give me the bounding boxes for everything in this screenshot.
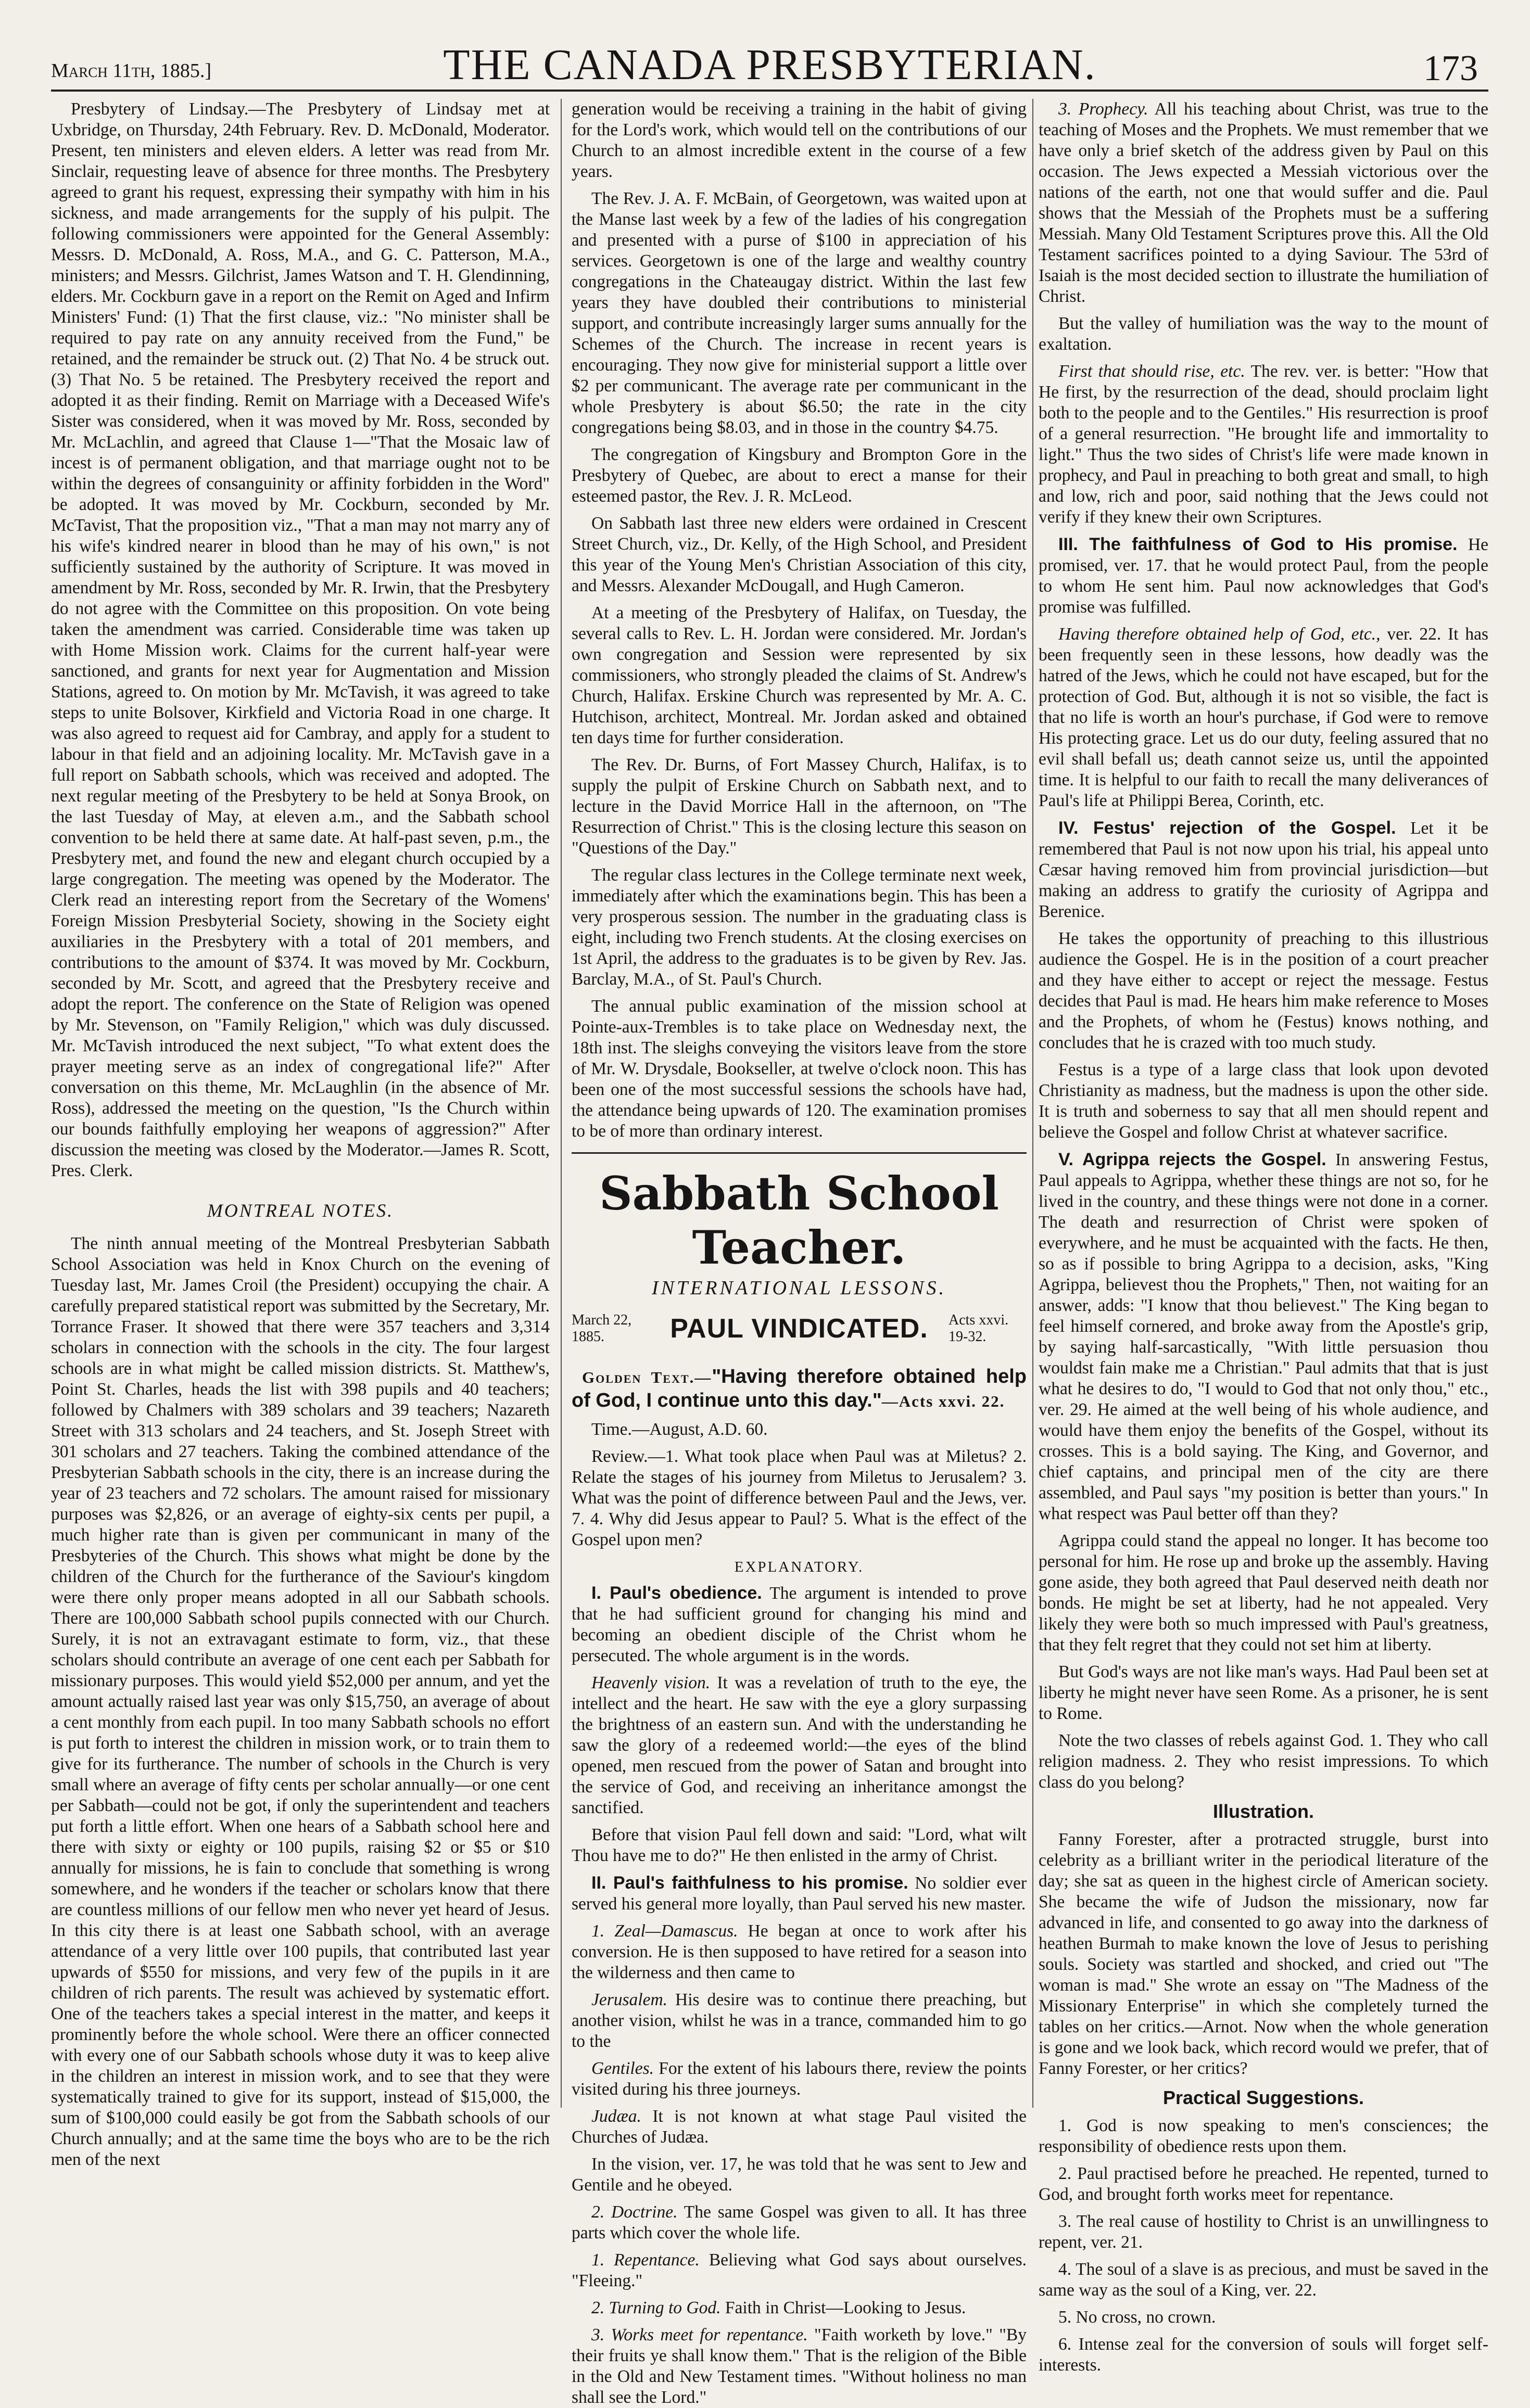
paragraph: Fanny Forester, after a protracted struggle, burst into celebrity as a brilliant writer in the periodical literature of the day; she sat as queen in the highest circle of American society. She became the wife of Judson the missionary, now far advanced in life, and consented to go away into the darkness of heathen Burmah to make known the love of Jesus to perishing souls. Society was startled and shocked, and cried out "The woman is mad." She wrote an essay on "The Madness of the Missionary Enterprise" in which she completely turned the tables on her critics.—Arnot. Now when the whole generation is gone and we look back, which record would we prefer, that of Fanny Forester, or her critics? [1039, 1830, 1488, 2078]
golden-text [572, 1365, 1027, 1413]
suggestion-item: 6. Intense zeal for the conversion of souls will forget self-interests. [1039, 2335, 1488, 2375]
suggestion-item: 3. The real cause of hostility to Christ is an unwillingness to repent, ver. 21. [1039, 2212, 1488, 2252]
point-text: His desire was to continue there preaching, but another vision, whilst he was in a trance, commanded him to go to the [572, 1990, 1027, 2051]
lesson-point [572, 2325, 1027, 2408]
suggestion-item: 4. The soul of a slave is as precious, and must be saved in the same way as the soul of a King, ver. 22. [1039, 2260, 1488, 2300]
lesson-point [572, 2058, 1027, 2100]
point-heading: Jerusalem. [591, 1990, 668, 2009]
paragraph: At a meeting of the Presbytery of Halifax, on Tuesday, the several calls to Rev. L. H. Jordan were considered. Mr. Jordan's own congregation and Session were represented by six commissioners, who strongly pleaded the claims of St. Andrew's Church, Halifax. Erskine Church was represented by Mr. A. C. Hutchison, architect, Montreal. Mr. Jordan asked and obtained ten days time for further consideration. [572, 603, 1027, 747]
lesson-scripture-ref [949, 1312, 1027, 1345]
page-number: 173 [1423, 48, 1478, 88]
point-heading: Heavenly vision. [591, 1673, 711, 1692]
point-text: Believing what God says about ourselves. "Fleeing." [572, 2250, 1027, 2290]
point-text: The argument is intended to prove that he had sufficient ground for changing his mind and becoming an obedient disciple of the Christ whom he persecuted. The whole argument is in the words. [572, 1584, 1027, 1665]
point-heading: IV. Festus' rejection of the Gospel. [1058, 818, 1396, 838]
lesson-date-line: 1885. [572, 1329, 604, 1345]
point-text: He began at once to work after his conversion. He is then supposed to have retired for a season into the wilderness and then came to [572, 1921, 1027, 1982]
lesson-point [1039, 818, 1488, 922]
paragraph: He takes the opportunity of preaching to this illustrious audience the Gospel. He is in the position of a court preacher and they have either to accept or reject the message. Festus decides that Paul is mad. He hears him make reference to Moses and the Prophets, of whom he (Festus) knows nothing, and concludes that he is crazed with too much study. [1039, 929, 1488, 1052]
paragraph: But the valley of humiliation was the way to the mount of exaltation. [1039, 314, 1488, 354]
paragraph: The annual public examination of the mission school at Pointe-aux-Trembles is to take place on Wednesday next, the 18th inst. The sleighs conveying the visitors leave from the store of Mr. W. Drysdale, Bookseller, at twelve o'clock noon. This has been one of the most successful sessions the schools have had, the attendance being upwards of 120. The examination promises to be of more than ordinary interest. [572, 997, 1027, 1141]
paragraph: On Sabbath last three new elders were ordained in Crescent Street Church, viz., Dr. Kelly, of the High School, and President this year of the Young Men's Christian Association of this city, and Messrs. Alexander McDougall, and Hugh Cameron. [572, 514, 1027, 595]
lesson-point [1039, 99, 1488, 307]
point-text: It is not known at what stage Paul visited the Churches of Judæa. [572, 2107, 1027, 2147]
point-heading: Gentiles. [591, 2059, 654, 2078]
point-text: It was a revelation of truth to the eye, the intellect and the heart. He saw with the eye a glory surpassing the brightness of an eastern sun. And with the understanding he saw the glory of a redeemed world:—the eyes of the blind opened, men rescued from the power of Satan and brought into the service of God, and receiving an inheritance amongst the sanctified. [572, 1673, 1027, 1817]
point-text: The same Gospel was given to all. It has three parts which cover the whole life. [572, 2202, 1027, 2243]
lesson-title: PAUL VINDICATED. [670, 1314, 928, 1344]
lesson-point [1039, 1149, 1488, 1524]
column-middle [572, 99, 1027, 2407]
section-title-sabbath-school-teacher: Sabbath School Teacher. [599, 1166, 999, 1275]
point-heading: 2. Doctrine. [591, 2202, 678, 2222]
point-text: "Faith worketh by love." "By their fruits ye shall know them." That is the religion of the Bible in the Old and New Testament times. "Without holiness no man shall see the Lord." [572, 2325, 1027, 2407]
point-heading: V. Agrippa rejects the Gospel. [1058, 1150, 1326, 1169]
lesson-point [572, 2202, 1027, 2244]
paragraph: The Rev. J. A. F. McBain, of Georgetown, was waited upon at the Manse last week by a few of the ladies of his congregation and presented with a purse of $100 in appreciation of his services. Georgetown is one of the large and wealthy country congregations in the Chateaugay district. Within the last few years they have doubled their contributions to ministerial support, and contribute increasingly larger sums annually for the Schemes of the Church. The increase in recent years is encouraging. They now give for ministerial support a little over $2 per communicant. The average rate per communicant in the whole Presbytery is about $6.50; the rate in the city congregations being $8.03, and in those in the country $4.75. [572, 189, 1027, 437]
column-divider [1032, 99, 1033, 2108]
point-heading: First that should rise, etc. [1058, 362, 1245, 381]
paragraph: The regular class lectures in the College terminate next week, immediately after which the examinations begin. This has been a very prosperous session. The number in the graduating class is eight, including two French students. At the closing exercises on 1st April, the address to the graduates is to be given by Rev. Jas. Barclay, M.A., of St. Paul's Church. [572, 865, 1027, 989]
explanatory-heading: EXPLANATORY. [734, 1559, 864, 1575]
lesson-ref-line: Acts xxvi. [949, 1312, 1009, 1328]
section-divider [572, 1152, 1027, 1154]
point-heading: 2. Turning to God. [591, 2298, 721, 2317]
point-text: No soldier ever served his general more loyally, than Paul served his new master. [572, 1874, 1027, 1914]
section-title-montreal-notes: MONTREAL NOTES. [207, 1200, 394, 1221]
point-heading: III. The faithfulness of God to His promise. [1058, 534, 1458, 554]
paragraph: The Rev. Dr. Burns, of Fort Massey Church, Halifax, is to supply the pulpit of Erskine Church on Sabbath next, and to lecture in the David Morrice Hall in the afternoon, on "The Resurrection of Christ." This is the closing lecture this season on "Questions of the Day." [572, 755, 1027, 858]
column-divider [561, 99, 562, 2108]
lesson-point [1039, 624, 1488, 811]
paragraph: Before that vision Paul fell down and said: "Lord, what wilt Thou have me to do?" He then enlisted in the army of Christ. [572, 1825, 1027, 1865]
lesson-point [572, 1872, 1027, 1915]
masthead-title: THE CANADA PRESBYTERIAN. [443, 41, 1096, 89]
golden-text-quote: "Having therefore obtained help of God, I continue unto this day." [572, 1366, 1027, 1411]
lesson-point [572, 1921, 1027, 1983]
lesson-heading [572, 1309, 1027, 1361]
point-heading: Having therefore obtained help of God, etc., [1058, 625, 1381, 644]
lesson-point [572, 2106, 1027, 2148]
paragraph: Festus is a type of a large class that look upon devoted Christianity as madness, but the madness is upon the other side. It is truth and soberness to say that all men should repent and believe the Gospel and follow Christ at whatever sacrifice. [1039, 1060, 1488, 1142]
issue-date: March 11th, 1885.] [51, 60, 212, 82]
practical-suggestions-heading: Practical Suggestions. [1162, 2087, 1364, 2108]
point-text: ver. 22. It has been frequently seen in these lessons, how deadly was the hatred of the Jews, which he could not have escaped, but for the protection of God. But, although it is not so visible, the fact is that no life is worth an hour's purchase, if God were to remove His protecting grace. Let us do our duty, feeling assured that no evil shall befall us; death cannot seize us, until the appointed time. It is helpful to our faith to recall the many deliverances of Paul's life at Philippi Berea, Corinth, etc. [1039, 625, 1489, 810]
point-heading: 3. Works meet for repentance. [591, 2325, 808, 2345]
paragraph: In the vision, ver. 17, he was told that he was sent to Jew and Gentile and he obeyed. [572, 2155, 1027, 2195]
suggestion-item: 1. God is now speaking to men's consciences; the responsibility of obedience rests upon them. [1039, 2116, 1488, 2156]
lesson-review: Review.—1. What took place when Paul was at Miletus? 2. Relate the stages of his journey from Miletus to Jerusalem? 3. What was the point of difference between Paul and the Jews, ver. 7. 4. Why did Jesus appear to Paul? 5. What is the effect of the Gospel upon men? [572, 1447, 1027, 1549]
paragraph: Note the two classes of rebels against God. 1. They who call religion madness. 2. They who resist impressions. To which class do you belong? [1039, 1731, 1488, 1792]
point-text: He promised, ver. 17. that he would protect Paul, from the people to whom He sent him. Paul now acknowledges that God's promise was fulfilled. [1039, 535, 1488, 617]
lesson-time: Time.—August, A.D. 60. [591, 1420, 768, 1439]
point-heading: II. Paul's faithfulness to his promise. [591, 1873, 908, 1893]
golden-text-label: Golden Text.— [582, 1368, 712, 1386]
lesson-point [572, 1583, 1027, 1666]
paragraph: The congregation of Kingsbury and Brompton Gore in the Presbytery of Quebec, are about to erect a manse for their esteemed pastor, the Rev. J. R. McLeod. [572, 445, 1027, 506]
suggestion-item: 5. No cross, no crown. [1058, 2308, 1216, 2327]
article-montreal-notes: The ninth annual meeting of the Montreal Presbyterian Sabbath School Association was held in Knox Church on the evening of Tuesday last, Mr. James Croil (the President) occupying the chair. A carefully prepared statistical report was submitted by the Secretary, Mr. Torrance Fraser. It showed that there were 357 teachers and 3,314 scholars in connection with the schools in the city. The four largest schools are in what might be called mission districts. St. Matthew's, Point St. Charles, heads the list with 398 pupils and 40 teachers; followed by Chalmers with 389 scholars and 39 teachers; Nazareth Street with 313 scholars and 24 teachers, and St. Joseph Street with 301 scholars and 27 teachers. Taking the combined attendance of the Presbyterian Sabbath schools in the city, there is an increase during the year of 23 teachers and 72 scholars. The amount raised for missionary purposes was $2,826, or an average of eighty-six cents per pupil, a much higher rate than is given per communicant in many of the Presbyteries of the Church. This shows what might be done by the children of the Church for the furtherance of the Saviour's kingdom were there only proper means adopted in all our Sabbath schools. There are 100,000 Sabbath school pupils connected with our Church. Surely, it is not an extravagant estimate to form, viz., that these scholars should contribute an average of one cent each per Sabbath for missionary purposes. This would yield $52,000 per annum, and yet the amount actually raised last year was only $15,750, an average of about a cent monthly from each pupil. In too many Sabbath schools no effort is put forth to interest the children in mission work, or to train them to give for its furtherance. The number of schools in the Church is very small where an average of fifty cents per scholar annually—or one cent per Sabbath—could not be got, if only the superintendent and teachers put forth a little effort. When one hears of a Sabbath school here and there with sixty or eighty or 100 pupils, raising $2 or $5 or $10 annually for missions, he is fain to conclude that something is wrong somewhere, and he wonders if the teacher or scholars know that there are countless millions of our fellow men who never yet heard of Jesus. In this city there is at least one Sabbath school, with an average attendance of a very little over 100 pupils, that contributed last year upwards of $550 for missions, and very few of the pupils in it are children of rich parents. The result was achieved by systematic effort. One of the teachers takes a special interest in the matter, and keeps it prominently before the whole school. Were there an officer connected with every one of our Sabbath schools whose duty it was to keep alive in the children an interest in mission work, and to see that they were systematically trained to give for its support, instead of $15,000, the sum of $100,000 could easily be got from the Sabbath schools of our Church annually; and at the same time the boys who are to be the rich men of the next [51, 1234, 550, 2169]
golden-text-ref: —Acts xxvi. 22. [881, 1392, 1005, 1410]
paragraph: Agrippa could stand the appeal no longer. It has become too personal for him. He rose up and broke up the assembly. Having gone aside, they both agreed that Paul deserved neith death nor bonds. He might be set at liberty, had he not appealed. Very likely they were both so much impressed with Paul's greatness, that they felt regret that they could not set him at liberty. [1039, 1531, 1488, 1654]
lesson-ref-line: 19-32. [949, 1329, 987, 1345]
subtitle-international-lessons: INTERNATIONAL LESSONS. [651, 1277, 947, 1299]
point-text: The rev. ver. is better: "How that He first, by the resurrection of the dead, should proclaim light both to the people and to the Gentiles." His resurrection is proof of a general resurrection. "He brought life and immortality to light." Thus the two sides of Christ's life were made known in prophecy, and Paul in preaching to both great and small, to high and low, rich and poor, said nothing that the Jews could not verify if they knew their own Scriptures. [1039, 362, 1488, 527]
suggestion-item: 2. Paul practised before he preached. He repented, turned to God, and brought forth works meet for repentance. [1039, 2164, 1488, 2204]
point-text: Faith in Christ—Looking to Jesus. [725, 2298, 966, 2317]
column-left [51, 99, 550, 2169]
point-text: For the extent of his labours there, review the points visited during his three journeys. [572, 2059, 1027, 2099]
paragraph: But God's ways are not like man's ways. Had Paul been set at liberty he might never have seen Rome. As a prisoner, he is sent to Rome. [1039, 1662, 1488, 1723]
point-heading: 3. Prophecy. [1058, 99, 1148, 119]
lesson-point [572, 1673, 1027, 1818]
lesson-point [572, 2298, 1027, 2318]
article-presbytery-lindsay: Presbytery of Lindsay.—The Presbytery of Lindsay met at Uxbridge, on Thursday, 24th February. Rev. D. McDonald, Moderator. Present, ten ministers and eleven elders. A letter was read from Mr. Sinclair, requesting leave of absence for three months. The Presbytery agreed to grant his request, expressing their sympathy with him in his sickness, and made arrangements for the supply of his pulpit. The following commissioners were appointed for the General Assembly: Messrs. D. McDonald, A. Ross, M.A., and G. C. Patterson, M.A., ministers; and Messrs. Gilchrist, James Watson and T. H. Glendinning, elders. Mr. Cockburn gave in a report on the Remit on Aged and Infirm Ministers' Fund: (1) That the first clause, viz.: "No minister shall be required to pay rate on any annuity received from the Fund," be retained, and the remainder be struck out. (2) That No. 4 be struck out. (3) That No. 5 be retained. The Presbytery received the report and adopted it as their finding. Remit on Marriage with a Deceased Wife's Sister was considered, when it was moved by Mr. Ross, seconded by Mr. McLachlin, and agreed that Clause 1—"That the Mosaic law of incest is of permanent obligation, and that marriage ought not to be within the degrees of consanguinity or affinity forbidden in the Word" be adopted. It was moved by Mr. Cockburn, seconded by Mr. McTavist, That the proposition viz., "That a man may not marry any of his wife's kindred nearer in blood than he may of his own," is not sufficiently sustained by the authority of Scripture. It was moved in amendment by Mr. Ross, seconded by Mr. R. Irwin, that the Presbytery do not agree with the Committee on this proposition. On vote being taken the amendment was carried. Considerable time was taken up with Home Mission work. Claims for the current half-year were sanctioned, and grants for next year for Augmentation and Mission Stations, agreed to. On motion by Mr. McTavish, it was agreed to take steps to unite Bolsover, Kirkfield and Victoria Road in one charge. It was also agreed to request aid for Cambray, and apply for a student to labour in that field and an adjoining locality. Mr. McTavish gave in a full report on Sabbath schools, which was received and adopted. The next regular meeting of the Presbytery to be held at Sonya Brook, on the last Tuesday of May, at eleven a.m., and the Sabbath school convention to be held there at same date. At half-past seven, p.m., the Presbytery met, and found the new and elegant church occupied by a large congregation. The meeting was opened by the Moderator. The Clerk read an interesting report from the Secretary of the Womens' Foreign Mission Presbyterial Society, showing in the Society eight auxiliaries in the Presbytery with a total of 201 members, and contributions to the amount of $374. It was moved by Mr. Cockburn, seconded by Mr. Scott, and agreed that the Presbytery receive and adopt the report. The conference on the State of Religion was opened by Mr. Stevenson, on "Family Religion," which was duly discussed. Mr. McTavish introduced the next subject, "To what extent does the prayer meeting serve as an index of congregational life?" After conversation on this theme, Mr. McLaughlin (in the absence of Mr. Ross), addressed the meeting on the question, "Is the Church within our bounds faithfully employing her weapons of aggression?" After discussion the meeting was closed by the Moderator.—James R. Scott, Pres. Clerk. [51, 99, 550, 1180]
point-text: Let it be remembered that Paul is not now upon his trial, his appeal unto Cæsar having removed him from provincial jurisdiction—but making an address to gratify the curiosity of Agrippa and Berenice. [1039, 819, 1489, 921]
page-header [51, 22, 1488, 92]
lesson-point [1039, 361, 1488, 528]
paragraph: generation would be receiving a training in the habit of giving for the Lord's work, which would tell on the contributions of our Church to an almost incredible extent in the course of a few years. [572, 99, 1027, 181]
point-heading: I. Paul's obedience. [591, 1583, 762, 1603]
lesson-date-line: March 22, [572, 1312, 632, 1328]
illustration-heading: Illustration. [1212, 1801, 1314, 1822]
lesson-point [1039, 534, 1488, 618]
point-heading: Judæa. [591, 2107, 641, 2126]
column-right [1039, 99, 1489, 2375]
point-heading: 1. Repentance. [591, 2250, 700, 2270]
point-text: In answering Festus, Paul appeals to Agrippa, whether these things are not so, for he lived in the country, and these things were not done in a corner. The death and resurrection of Christ were spoken of everywhere, and he must be acquainted with the facts. He then, so as if possible to bring Agrippa to a decision, asks, "King Agrippa, believest thou the Prophets," Then, not waiting for an answer, adds: "I know that thou believest." The King began to feel himself cornered, and broke away from the Apostle's grip, by saying half-sarcastically, "With little persuasion thou wouldst fain make me a Christian." Paul admits that that is just what he desires to do, "I would to God that not only thou," etc., ver. 29. He aimed at the well being of his whole audience, and would have them enjoy the benefits of the Gospel, without its crosses. This is a bold saying. The King, and Governor, and chief captains, and principal men of the city are there assembled, and Paul says "my position is better than yours." In what respect was Paul better off than they? [1039, 1150, 1489, 1523]
lesson-point [572, 1990, 1027, 2052]
point-heading: 1. Zeal—Damascus. [591, 1921, 738, 1941]
point-text: All his teaching about Christ, was true to the teaching of Moses and the Prophets. We must remember that we have only a brief sketch of the address given by Paul on this occasion. The Jews expected a Messiah victorious over the nations of the earth, not one that would suffer and die. Paul shows that the Messiah of the Prophets must be a suffering Messiah. Many Old Testament Scriptures prove this. All the Old Testament sacrifices pointed to a dying Saviour. The 53rd of Isaiah is the most decided section to illustrate the humiliation of Christ. [1039, 99, 1489, 306]
lesson-point [572, 2250, 1027, 2291]
